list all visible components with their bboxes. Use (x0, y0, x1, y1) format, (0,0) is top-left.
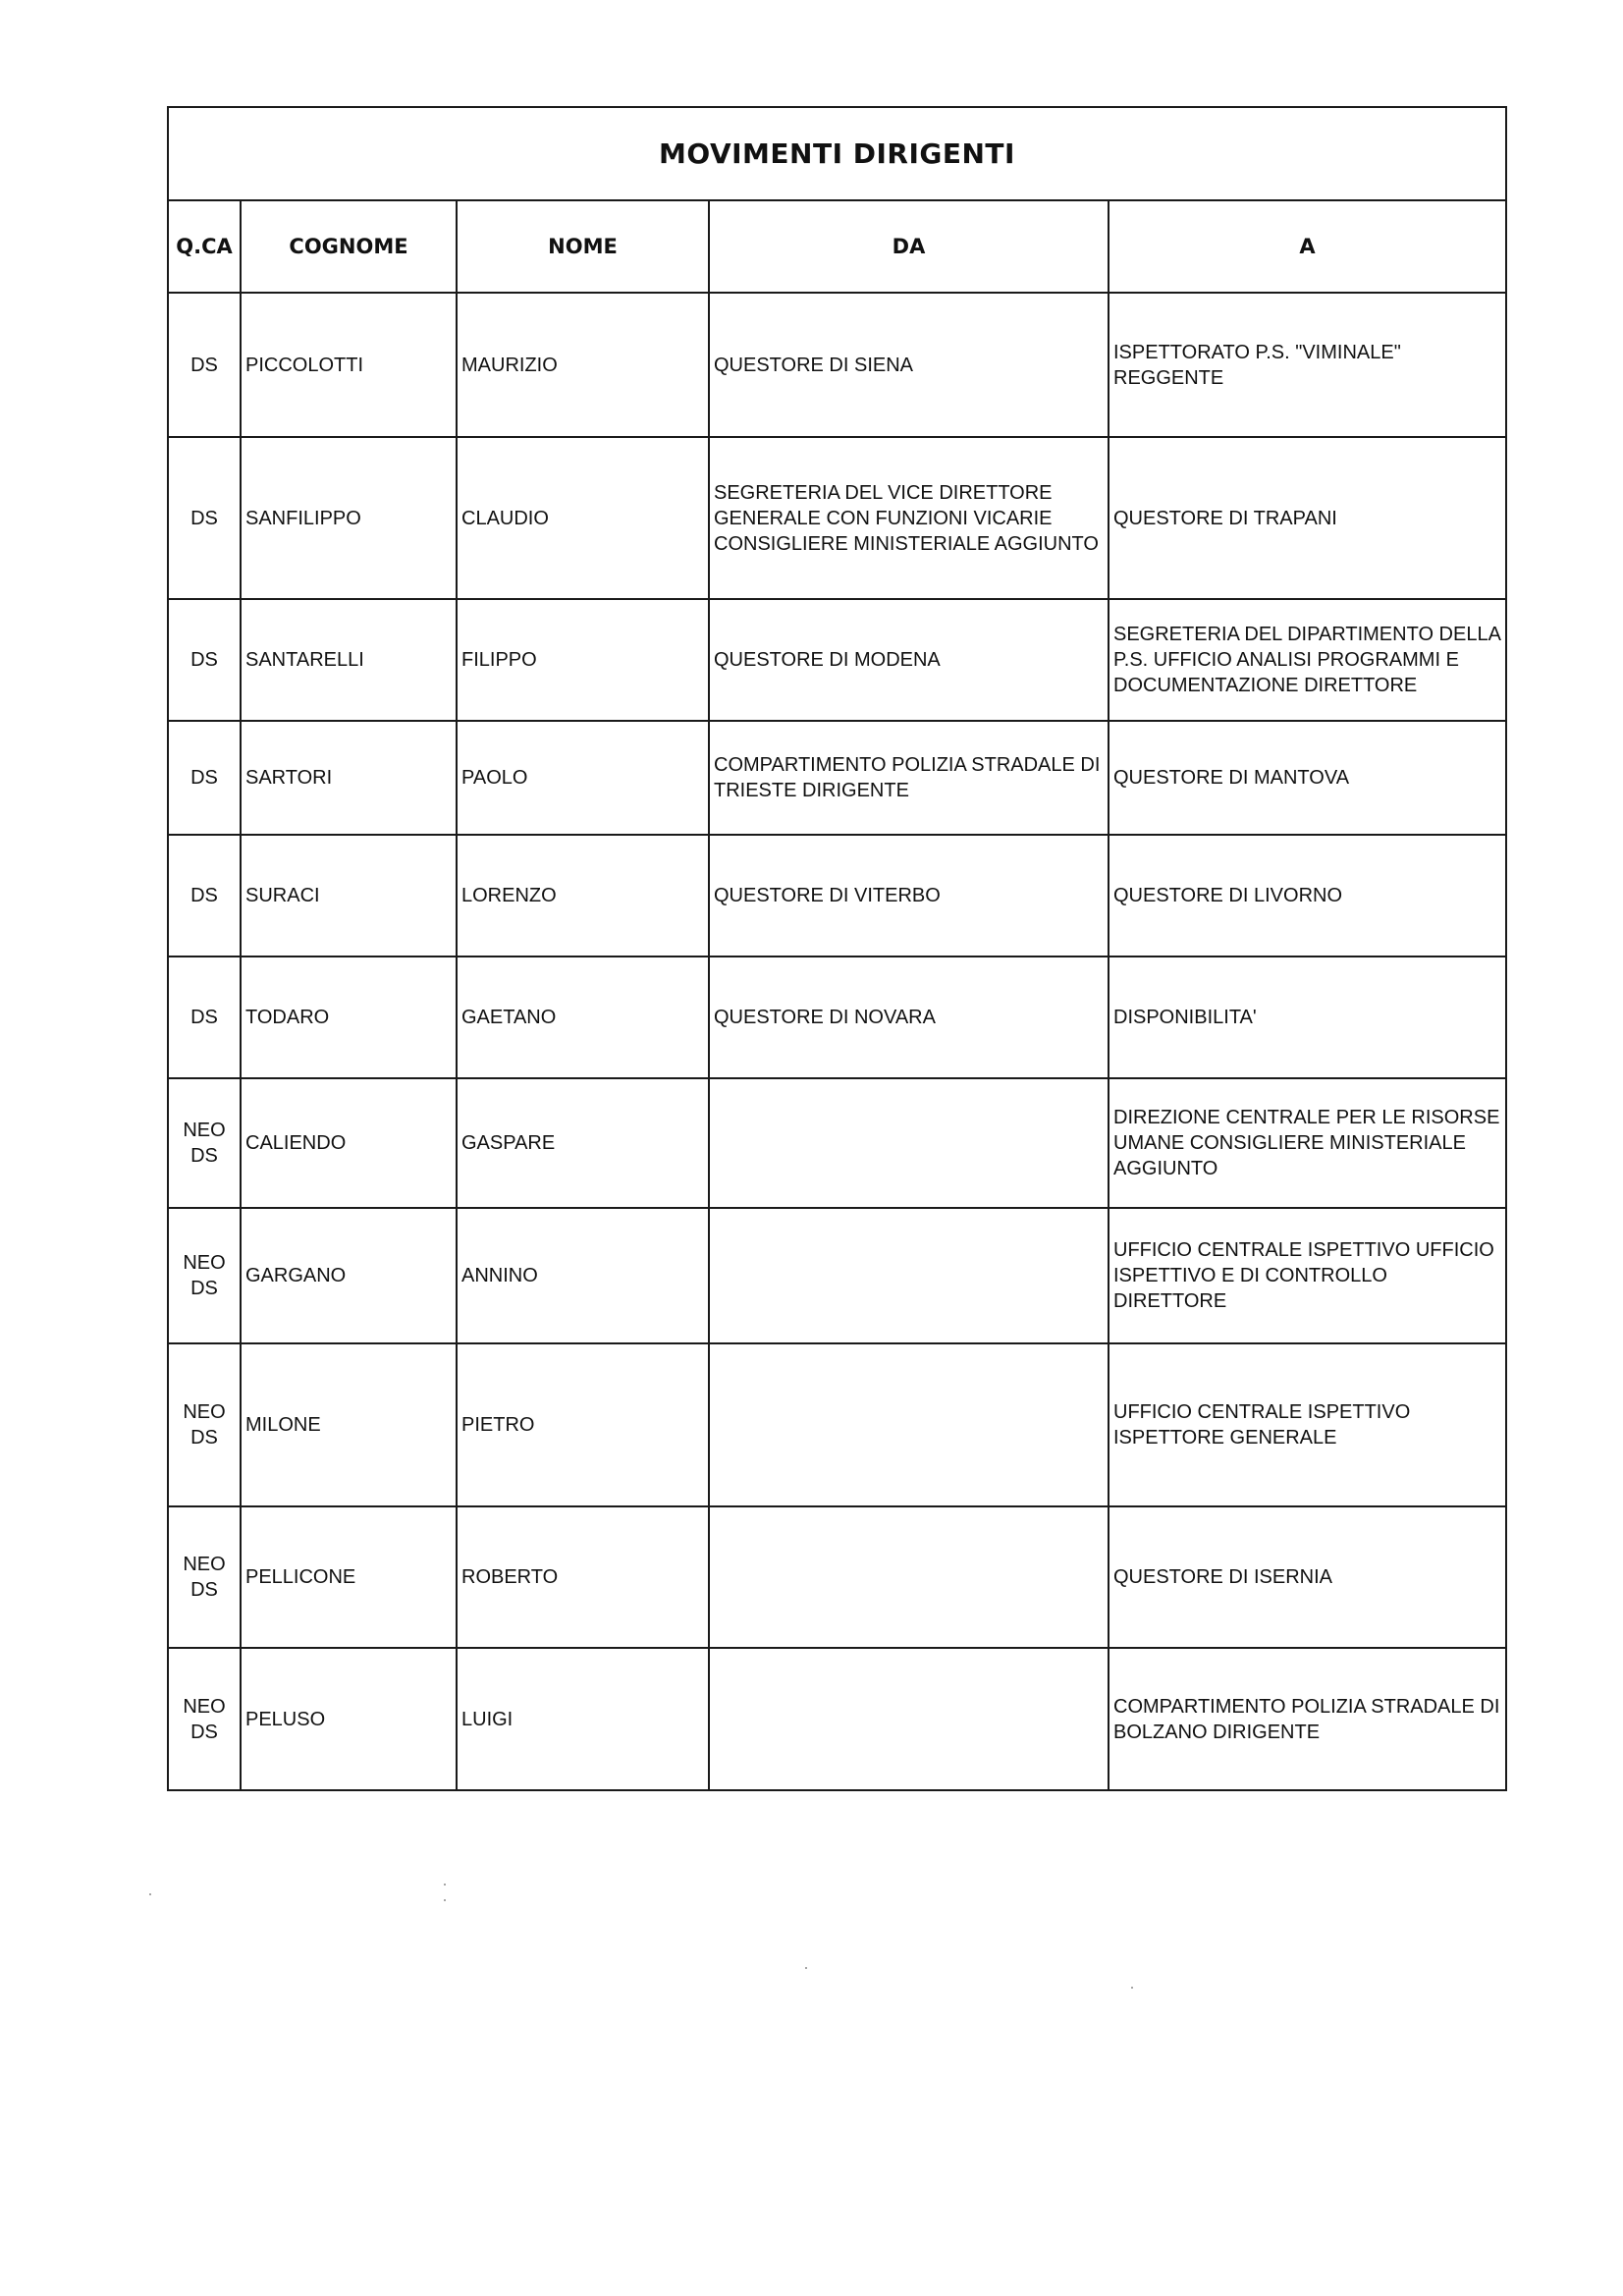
cell-da (709, 1208, 1109, 1343)
cell-da (709, 1648, 1109, 1789)
cell-qca (169, 721, 241, 835)
cell-a: UFFICIO CENTRALE ISPETTIVO UFFICIO ISPETTIVO E DI CONTROLLO DIRETTORE (1109, 1208, 1505, 1343)
cell-cognome: GARGANO (241, 1208, 457, 1343)
cell-a: DIREZIONE CENTRALE PER LE RISORSE UMANE CONSIGLIERE MINISTERIALE AGGIUNTO (1109, 1078, 1505, 1208)
cell-nome: GAETANO (457, 957, 709, 1078)
qca-text: DS (190, 507, 218, 529)
qca-text: NEO DS (183, 1120, 226, 1167)
scan-speck (805, 1967, 807, 1969)
table-row (169, 437, 1505, 599)
cell-a: QUESTORE DI LIVORNO (1109, 835, 1505, 957)
cell-da: COMPARTIMENTO POLIZIA STRADALE DI TRIESTE DIRIGENTE (709, 721, 1109, 835)
table-row (169, 599, 1505, 721)
cell-nome: FILIPPO (457, 599, 709, 721)
column-header-a: A (1109, 201, 1505, 293)
qca-text: DS (190, 1007, 218, 1028)
cell-a: DISPONIBILITA' (1109, 957, 1505, 1078)
cell-a: QUESTORE DI MANTOVA (1109, 721, 1505, 835)
cell-nome: ANNINO (457, 1208, 709, 1343)
table-row (169, 835, 1505, 957)
cell-cognome: PICCOLOTTI (241, 293, 457, 437)
table-body (169, 293, 1505, 1789)
cell-cognome: CALIENDO (241, 1078, 457, 1208)
cell-da: SEGRETERIA DEL VICE DIRETTORE GENERALE CON FUNZIONI VICARIE CONSIGLIERE MINISTERIALE AGGIUNTO (709, 437, 1109, 599)
table-row (169, 293, 1505, 437)
cell-a: UFFICIO CENTRALE ISPETTIVO ISPETTORE GENERALE (1109, 1343, 1505, 1506)
column-header-nome: NOME (457, 201, 709, 293)
cell-qca (169, 957, 241, 1078)
cell-nome: CLAUDIO (457, 437, 709, 599)
table-row (169, 1343, 1505, 1506)
cell-qca (169, 1208, 241, 1343)
qca-text: DS (190, 649, 218, 671)
cell-cognome: SURACI (241, 835, 457, 957)
cell-a: SEGRETERIA DEL DIPARTIMENTO DELLA P.S. UFFICIO ANALISI PROGRAMMI E DOCUMENTAZIONE DIRETTORE (1109, 599, 1505, 721)
qca-text: NEO DS (183, 1252, 226, 1299)
cell-a: QUESTORE DI ISERNIA (1109, 1506, 1505, 1648)
cell-cognome: PELLICONE (241, 1506, 457, 1648)
cell-cognome: TODARO (241, 957, 457, 1078)
scan-speck (149, 1893, 151, 1895)
qca-text: NEO DS (183, 1401, 226, 1449)
cell-a: ISPETTORATO P.S. "VIMINALE" REGGENTE (1109, 293, 1505, 437)
cell-cognome: SARTORI (241, 721, 457, 835)
cell-qca (169, 293, 241, 437)
qca-text: DS (190, 767, 218, 789)
cell-nome: PIETRO (457, 1343, 709, 1506)
qca-text: NEO DS (183, 1554, 226, 1601)
cell-nome: MAURIZIO (457, 293, 709, 437)
cell-a: COMPARTIMENTO POLIZIA STRADALE DI BOLZANO DIRIGENTE (1109, 1648, 1505, 1789)
cell-da: QUESTORE DI VITERBO (709, 835, 1109, 957)
cell-cognome: PELUSO (241, 1648, 457, 1789)
table-row (169, 1506, 1505, 1648)
cell-qca (169, 835, 241, 957)
column-header-da: DA (709, 201, 1109, 293)
cell-da (709, 1343, 1109, 1506)
table-row (169, 1648, 1505, 1789)
cell-cognome: SANFILIPPO (241, 437, 457, 599)
cell-da: QUESTORE DI SIENA (709, 293, 1109, 437)
cell-qca (169, 1343, 241, 1506)
cell-da (709, 1078, 1109, 1208)
cell-cognome: MILONE (241, 1343, 457, 1506)
table-row (169, 1078, 1505, 1208)
cell-da: QUESTORE DI MODENA (709, 599, 1109, 721)
qca-text: DS (190, 354, 218, 376)
document-title: MOVIMENTI DIRIGENTI (169, 108, 1505, 201)
movimenti-table (169, 201, 1505, 1789)
column-header-cognome: COGNOME (241, 201, 457, 293)
column-header-qca: Q.CA (169, 201, 241, 293)
cell-qca (169, 599, 241, 721)
table-row (169, 957, 1505, 1078)
scan-speck (444, 1884, 446, 1886)
cell-da (709, 1506, 1109, 1648)
qca-text: DS (190, 885, 218, 906)
cell-nome: GASPARE (457, 1078, 709, 1208)
scan-speck (444, 1899, 446, 1901)
cell-nome: ROBERTO (457, 1506, 709, 1648)
cell-nome: PAOLO (457, 721, 709, 835)
qca-text: NEO DS (183, 1695, 226, 1743)
scan-speck (1131, 1987, 1133, 1989)
cell-nome: LORENZO (457, 835, 709, 957)
cell-qca (169, 1078, 241, 1208)
table-row (169, 721, 1505, 835)
cell-nome: LUIGI (457, 1648, 709, 1789)
cell-cognome: SANTARELLI (241, 599, 457, 721)
cell-a: QUESTORE DI TRAPANI (1109, 437, 1505, 599)
cell-qca (169, 1506, 241, 1648)
document-table-frame (167, 106, 1507, 1791)
table-row (169, 1208, 1505, 1343)
cell-qca (169, 437, 241, 599)
header-row (169, 201, 1505, 293)
cell-da: QUESTORE DI NOVARA (709, 957, 1109, 1078)
cell-qca (169, 1648, 241, 1789)
